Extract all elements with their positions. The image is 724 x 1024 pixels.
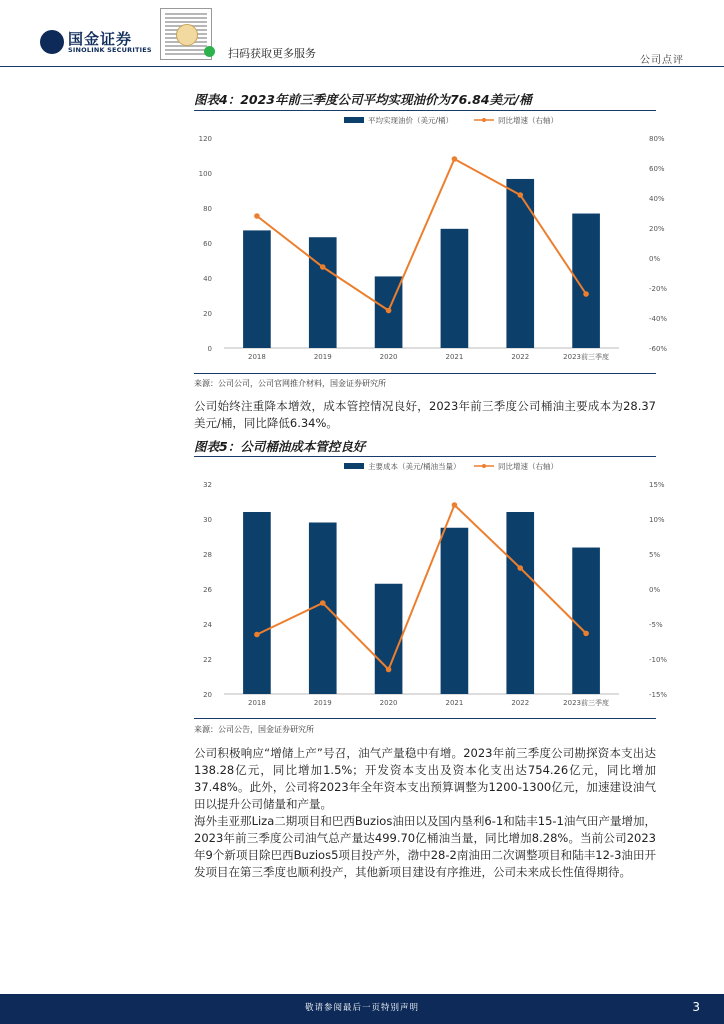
y2-tick-label: 60%: [649, 165, 665, 173]
x-tick-label: 2018: [248, 353, 266, 361]
x-tick-label: 2020: [379, 353, 398, 361]
growth-point: [517, 192, 523, 198]
y2-tick-label: -10%: [649, 656, 668, 664]
legend-line-marker: [482, 118, 486, 122]
growth-line: [257, 159, 586, 311]
legend-bar-label: 主要成本（美元/桶油当量）: [368, 462, 461, 471]
paragraph-production: 海外圭亚那Liza二期项目和巴西Buzios油田以及国内垦利6-1和陆丰15-1油气田产量增加，2023年前三季度公司油气总产量达499.70亿桶油当量，同比增加8.28%。当前公司2023年9个新项目除巴西Buzios5项目投产外，渤中28-2南油田二次调整项目和陆丰12-3油田开发项目在第三季度也顺利投产，其他新项目建设有序推进，公司未来成长性值得期待。: [194, 814, 656, 879]
y-tick-label: 26: [203, 586, 212, 594]
growth-point: [583, 291, 589, 297]
y-tick-label: 20: [203, 691, 212, 699]
bar: [243, 230, 271, 348]
y-tick-label: 100: [198, 170, 212, 178]
y-tick-label: 60: [203, 240, 212, 248]
bar: [309, 237, 337, 348]
y2-tick-label: 0%: [649, 586, 661, 594]
paragraph-cost-control: 公司始终注重降本增效，成本管控情况良好，2023年前三季度公司桶油主要成本为28.37美元/桶，同比降低6.34%。: [194, 399, 656, 430]
bar: [506, 512, 534, 694]
figure5-bottom-divider: [194, 718, 656, 719]
x-tick-label: 2020: [379, 699, 398, 707]
logo-english-name: SINOLINK SECURITIES: [68, 46, 152, 54]
y-tick-label: 22: [203, 656, 212, 664]
page-number: 3: [692, 1000, 700, 1014]
y-tick-label: 24: [203, 621, 212, 629]
wechat-icon: [204, 46, 215, 57]
figure5-title-divider: [194, 456, 656, 457]
x-tick-label: 2018: [248, 699, 266, 707]
figure4-source: 来源：公司公司，公司官网推介材料，国金证券研究所: [194, 379, 386, 388]
logo-chinese-name: 国金证券: [68, 30, 133, 48]
sinolink-logo-icon: [40, 30, 64, 54]
legend-bar-swatch: [344, 117, 364, 123]
growth-point: [386, 308, 392, 314]
y-tick-label: 20: [203, 310, 212, 318]
y-tick-label: 28: [203, 551, 212, 559]
y2-tick-label: 80%: [649, 135, 665, 143]
legend-line-marker: [482, 464, 486, 468]
growth-point: [452, 502, 458, 508]
report-type-label: 公司点评: [640, 55, 684, 66]
y2-tick-label: 15%: [649, 481, 665, 489]
x-tick-label: 2022: [511, 699, 530, 707]
growth-point: [452, 156, 458, 162]
figure5-source: 来源：公司公告，国金证券研究所: [194, 725, 314, 734]
paragraph-capex: 公司积极响应“增储上产”号召，油气产量稳中有增。2023年前三季度公司勘探资本支出达138.28亿元，同比增加1.5%；开发资本支出及资本化支出达754.26亿元，同比增加37.48%。此外，公司将2023年全年资本支出预算调整为1200-1300亿元，加速建设油气田以提升公司储量和产量。: [194, 746, 656, 811]
growth-line: [257, 505, 586, 670]
x-tick-label: 2022: [511, 353, 530, 361]
x-tick-label: 2021: [445, 353, 464, 361]
legend-bar-swatch: [344, 463, 364, 469]
figure5-chart: [194, 458, 668, 716]
y2-tick-label: 0%: [649, 255, 661, 263]
y-tick-label: 32: [203, 481, 212, 489]
bar: [506, 179, 534, 348]
y2-tick-label: 40%: [649, 195, 665, 203]
figure4-bottom-divider: [194, 373, 656, 374]
growth-point: [320, 600, 326, 606]
figure4-chart: [194, 112, 668, 370]
figure4-title-divider: [194, 110, 656, 111]
growth-point: [254, 632, 260, 638]
footer-disclaimer: 敬请参阅最后一页特别声明: [304, 1003, 419, 1013]
legend-line-label: 同比增速（右轴）: [498, 462, 558, 471]
x-tick-label: 2019: [313, 353, 332, 361]
bar: [441, 229, 469, 348]
y2-tick-label: -60%: [649, 345, 668, 353]
growth-point: [386, 667, 392, 673]
y-tick-label: 30: [203, 516, 212, 524]
y-tick-label: 80: [203, 205, 212, 213]
y2-tick-label: -15%: [649, 691, 668, 699]
x-tick-label: 2021: [445, 699, 464, 707]
legend-line-label: 同比增速（右轴）: [498, 116, 558, 125]
y2-tick-label: 20%: [649, 225, 665, 233]
x-tick-label: 2019: [313, 699, 332, 707]
growth-point: [320, 264, 326, 270]
legend-bar-label: 平均实现油价（美元/桶）: [368, 116, 454, 125]
bar: [243, 512, 271, 694]
x-tick-label: 2023前三季度: [563, 699, 609, 707]
bar: [572, 548, 600, 694]
y-tick-label: 40: [203, 275, 212, 283]
y-tick-label: 0: [207, 345, 212, 353]
growth-point: [254, 213, 260, 219]
y2-tick-label: -20%: [649, 285, 668, 293]
growth-point: [583, 631, 589, 637]
bar: [375, 584, 403, 694]
y2-tick-label: 5%: [649, 551, 661, 559]
figure4-title: 图表4：2023年前三季度公司平均实现油价为76.84美元/桶: [194, 92, 532, 107]
figure5-title: 图表5：公司桶油成本管控良好: [194, 439, 366, 454]
y2-tick-label: -40%: [649, 315, 668, 323]
bar: [441, 528, 469, 694]
y2-tick-label: 10%: [649, 516, 665, 524]
x-tick-label: 2023前三季度: [563, 353, 609, 361]
scan-qr-text: 扫码获取更多服务: [228, 47, 316, 60]
y-tick-label: 120: [198, 135, 212, 143]
y2-tick-label: -5%: [649, 621, 663, 629]
header-divider: [0, 66, 724, 67]
growth-point: [517, 565, 523, 571]
